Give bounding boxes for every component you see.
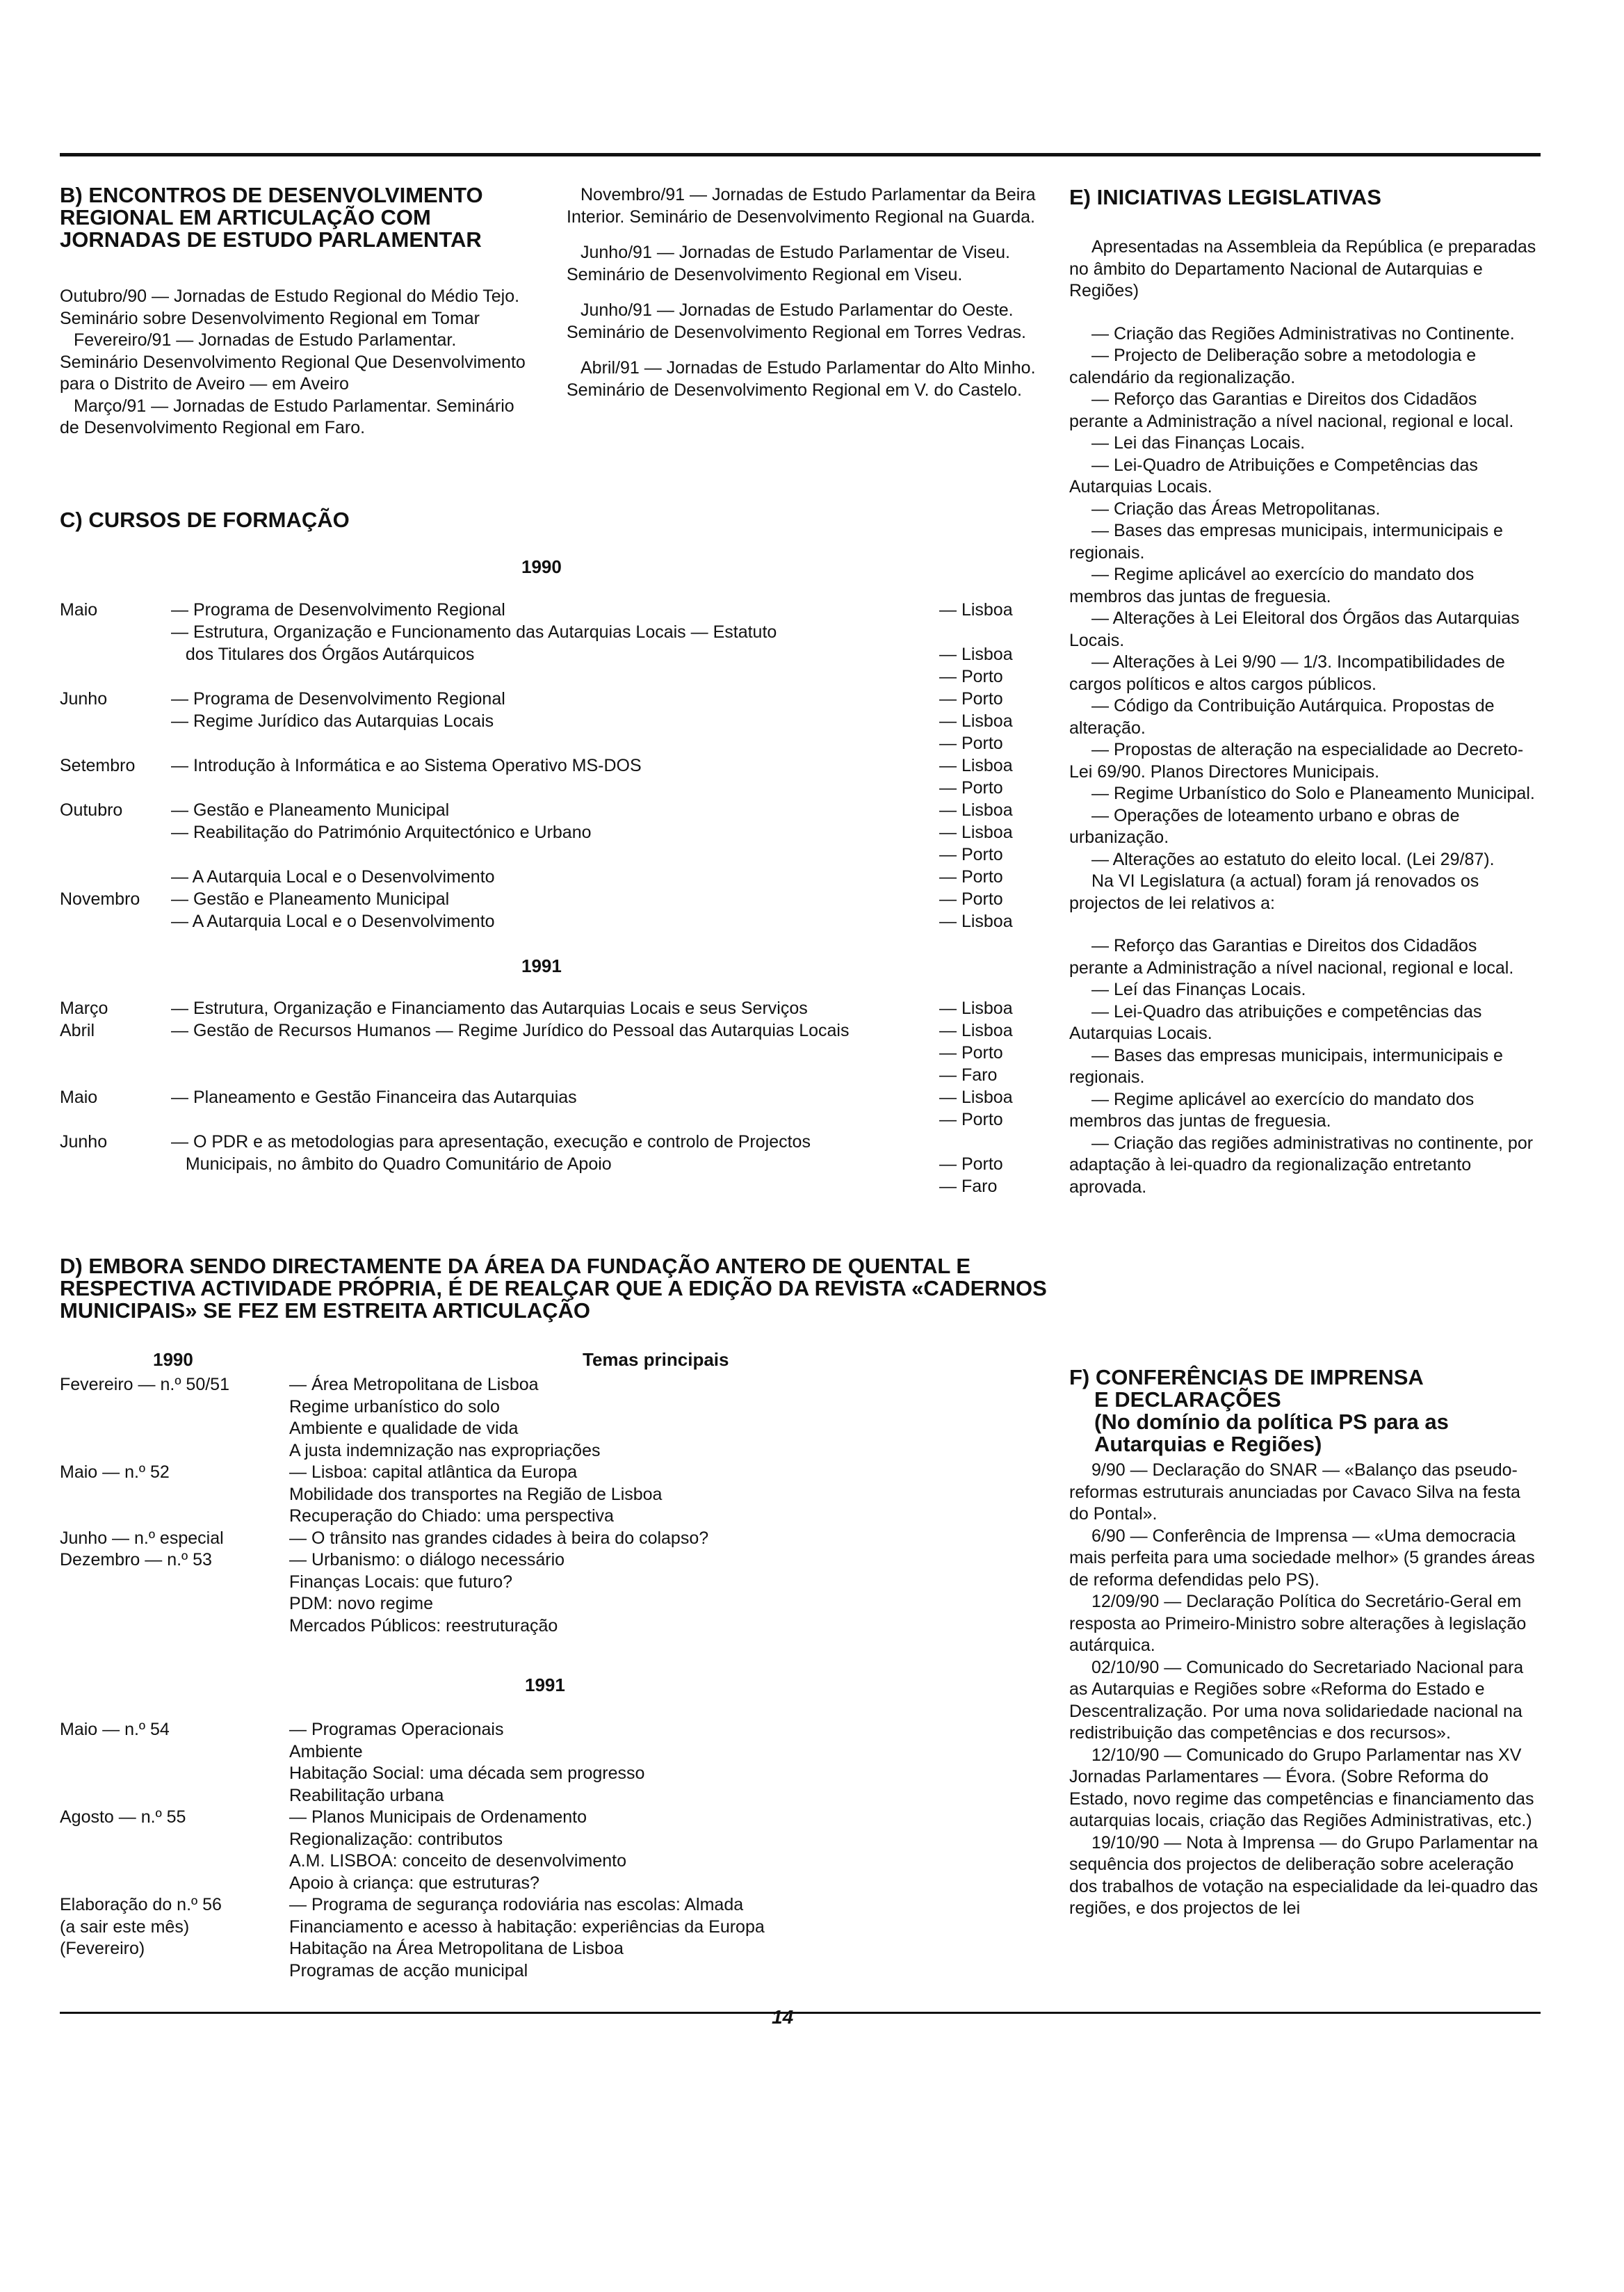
course-title: — Estrutura, Organização e Funcionamento das Autarquias Locais — Estatuto bbox=[171, 622, 777, 642]
course-row bbox=[60, 867, 1033, 889]
course-row bbox=[60, 622, 1033, 645]
course-row bbox=[60, 889, 1033, 912]
course-title: — Gestão e Planeamento Municipal bbox=[171, 800, 450, 820]
course-month: Setembro bbox=[60, 756, 136, 775]
list-item: — Bases das empresas municipais, intermunicipais e regionais. bbox=[1069, 1045, 1503, 1087]
course-title: — O PDR e as metodologias para apresentação, execução e controlo de Projectos bbox=[171, 1132, 811, 1152]
issue-themes: — Programa de segurança rodoviária nas escolas: Almada Financiamento e acesso à habitação: experiências da Europa Habitação na Área Metropolitana de Lisboa Programas de acção municipal bbox=[289, 1895, 765, 1980]
course-location: — Lisboa bbox=[939, 800, 1013, 820]
course-title: — A Autarquia Local e o Desenvolvimento bbox=[171, 912, 495, 931]
course-row bbox=[60, 845, 1033, 867]
course-row bbox=[60, 1177, 1033, 1199]
f-heading-line: E DECLARAÇÕES bbox=[1094, 1387, 1281, 1412]
issue-label: Agosto — n.º 55 bbox=[60, 1807, 186, 1827]
issue-themes: — Lisboa: capital atlântica da Europa Mobilidade dos transportes na Região de Lisboa Recuperação do Chiado: uma perspectiva bbox=[289, 1462, 663, 1526]
list-item: — Criação das regiões administrativas no continente, por adaptação à lei-quadro da regionalização entretanto aprovada. bbox=[1069, 1133, 1534, 1197]
list-item: — Alterações ao estatuto do eleito local. (Lei 29/87). bbox=[1091, 849, 1495, 869]
list-item: — Operações de loteamento urbano e obras de urbanização. bbox=[1069, 805, 1460, 847]
list-item: 12/10/90 — Comunicado do Grupo Parlamentar nas XV Jornadas Parlamentares — Évora. (Sobre Reforma do Estado, novo regime das competências e financiamento das autarquias locais, criação das Regiões Administrativas, etc.) bbox=[1069, 1745, 1534, 1830]
list-item: — Regime Urbanístico do Solo e Planeamento Municipal. bbox=[1091, 784, 1535, 803]
issue-themes: — Área Metropolitana de Lisboa Regime urbanístico do solo Ambiente e qualidade de vida A justa indemnização nas expropriações bbox=[289, 1375, 601, 1460]
course-row bbox=[60, 1088, 1033, 1110]
course-row bbox=[60, 645, 1033, 667]
section-e bbox=[1069, 186, 1541, 1198]
list-item: — Lei-Quadro de Atribuições e Competências das Autarquias Locais. bbox=[1069, 455, 1478, 497]
issue-themes: — Programas Operacionais Ambiente Habitação Social: uma década sem progresso Reabilitação urbana bbox=[289, 1720, 645, 1805]
list-item: — Propostas de alteração na especialidade ao Decreto-Lei 69/90. Planos Directores Municipais. bbox=[1069, 740, 1524, 782]
list-item: — Alterações à Lei Eleitoral dos Órgãos das Autarquias Locais. bbox=[1069, 608, 1520, 650]
list-item: — Lei das Finanças Locais. bbox=[1091, 433, 1306, 453]
course-month: Outubro bbox=[60, 800, 123, 820]
course-location: — Lisboa bbox=[939, 1088, 1013, 1107]
list-item: — Regime aplicável ao exercício do mandato dos membros das juntas de freguesia. bbox=[1069, 1089, 1475, 1131]
issue-themes: — O trânsito nas grandes cidades à beira do colapso? bbox=[289, 1528, 709, 1548]
course-location: — Porto bbox=[939, 689, 1003, 709]
course-title: — Programa de Desenvolvimento Regional bbox=[171, 600, 505, 620]
course-row bbox=[60, 1132, 1033, 1154]
course-location: — Porto bbox=[939, 778, 1003, 798]
section-f-heading bbox=[1069, 1366, 1541, 1455]
section-c-heading: C) CURSOS DE FORMAÇÃO bbox=[60, 508, 350, 532]
course-title: — Gestão de Recursos Humanos — Regime Jurídico do Pessoal das Autarquias Locais bbox=[171, 1021, 850, 1040]
course-title: — Planeamento e Gestão Financeira das Autarquias bbox=[171, 1088, 577, 1107]
list-item: — Leí das Finanças Locais. bbox=[1091, 980, 1306, 999]
issue-themes: — Urbanismo: o diálogo necessário Finanças Locais: que futuro? PDM: novo regime Mercados Públicos: reestruturação bbox=[289, 1550, 565, 1636]
c-year-1991: 1991 bbox=[521, 955, 562, 976]
course-location: — Lisboa bbox=[939, 756, 1013, 775]
e-list bbox=[1069, 323, 1541, 871]
issue-label: Junho — n.º especial bbox=[60, 1528, 224, 1548]
list-item: 02/10/90 — Comunicado do Secretariado Nacional para as Autarquias e Regiões sobre «Reforma do Estado e Descentralização. Por uma nova solidariedade nacional na redistribuição das competências e dos recursos». bbox=[1069, 1657, 1524, 1743]
course-month: Março bbox=[60, 999, 108, 1018]
d-year-1991: 1991 bbox=[525, 1674, 565, 1695]
course-month: Junho bbox=[60, 689, 108, 709]
e-mid: Na VI Legislatura (a actual) foram já renovados os projectos de lei relativos a: bbox=[1069, 871, 1479, 913]
list-item: — Criação das Áreas Metropolitanas. bbox=[1091, 499, 1381, 519]
b-paragraph: Junho/91 — Jornadas de Estudo Parlamentar de Viseu. Seminário de Desenvolvimento Regional em Viseu. bbox=[567, 243, 1010, 284]
course-row bbox=[60, 823, 1033, 845]
course-location: — Porto bbox=[939, 667, 1003, 686]
course-location: — Lisboa bbox=[939, 999, 1013, 1018]
course-location: — Lisboa bbox=[939, 645, 1013, 664]
course-location: — Porto bbox=[939, 1043, 1003, 1063]
b-paragraph: Outubro/90 — Jornadas de Estudo Regional do Médio Tejo. Seminário sobre Desenvolvimento Regional em Tomar bbox=[60, 286, 520, 328]
course-row bbox=[60, 1065, 1033, 1088]
section-d-heading: D) EMBORA SENDO DIRECTAMENTE DA ÁREA DA FUNDAÇÃO ANTERO DE QUENTAL E RESPECTIVA ACTIVIDADE PRÓPRIA, É DE REALÇAR QUE A EDIÇÃO DA REVISTA «CADERNOS MUNICIPAIS» SE FEZ EM ESTREITA ARTICULAÇÃO bbox=[60, 1254, 1047, 1323]
f-heading-line: F) CONFERÊNCIAS DE IMPRENSA bbox=[1069, 1365, 1424, 1389]
course-title: dos Titulares dos Órgãos Autárquicos bbox=[171, 645, 475, 664]
f-heading-line: Autarquias e Regiões) bbox=[1094, 1432, 1322, 1456]
list-item: — Reforço das Garantias e Direitos dos Cidadãos perante a Administração a nível nacional, regional e local. bbox=[1069, 936, 1514, 978]
course-title: — Gestão e Planeamento Municipal bbox=[171, 889, 450, 909]
f-list bbox=[1069, 1460, 1541, 1920]
course-row bbox=[60, 689, 1033, 711]
section-b-text bbox=[60, 286, 533, 439]
list-item: — Lei-Quadro das atribuições e competências das Autarquias Locais. bbox=[1069, 1001, 1482, 1043]
issue-label: Elaboração do n.º 56 (a sair este mês) (Fevereiro) bbox=[60, 1895, 222, 1958]
section-f bbox=[1069, 1366, 1541, 1920]
course-title: Municipais, no âmbito do Quadro Comunitário de Apoio bbox=[171, 1154, 612, 1174]
course-row bbox=[60, 1110, 1033, 1132]
course-title: — A Autarquia Local e o Desenvolvimento bbox=[171, 867, 495, 887]
course-location: — Porto bbox=[939, 845, 1003, 864]
e-intro: Apresentadas na Assembleia da República (e preparadas no âmbito do Departamento Nacional de Autarquias e Regiões) bbox=[1069, 237, 1536, 300]
list-item: 9/90 — Declaração do SNAR — «Balanço das pseudo-reformas estruturais anunciadas por Cavaco Silva na festa do Pontal». bbox=[1069, 1460, 1520, 1524]
course-month: Maio bbox=[60, 1088, 98, 1107]
issue-label: Maio — n.º 54 bbox=[60, 1720, 170, 1739]
list-item: — Bases das empresas municipais, intermunicipais e regionais. bbox=[1069, 521, 1503, 563]
course-title: — Regime Jurídico das Autarquias Locais bbox=[171, 711, 494, 731]
section-b-heading: B) ENCONTROS DE DESENVOLVIMENTO REGIONAL EM ARTICULAÇÃO COM JORNADAS DE ESTUDO PARLAMENTAR bbox=[60, 183, 483, 252]
course-location: — Porto bbox=[939, 1154, 1003, 1174]
b-paragraph: Junho/91 — Jornadas de Estudo Parlamentar do Oeste. Seminário de Desenvolvimento Regional em Torres Vedras. bbox=[567, 300, 1026, 342]
b-paragraph: Abril/91 — Jornadas de Estudo Parlamentar do Alto Minho. Seminário de Desenvolvimento Regional em V. do Castelo. bbox=[567, 358, 1036, 400]
course-row bbox=[60, 1043, 1033, 1065]
course-month: Novembro bbox=[60, 889, 140, 909]
course-location: — Lisboa bbox=[939, 600, 1013, 620]
course-month: Maio bbox=[60, 600, 98, 620]
course-location: — Lisboa bbox=[939, 711, 1013, 731]
b-paragraph: Novembro/91 — Jornadas de Estudo Parlamentar da Beira Interior. Seminário de Desenvolvimento Regional na Guarda. bbox=[567, 185, 1036, 227]
list-item: 19/10/90 — Nota à Imprensa — do Grupo Parlamentar na sequência dos projectos de deliberação sobre aceleração dos trabalhos de votação na especialidade da lei-quadro das regiões, e dos projectos de lei bbox=[1069, 1832, 1538, 1918]
top-rule bbox=[60, 153, 1541, 156]
course-row bbox=[60, 999, 1033, 1021]
course-title: — Programa de Desenvolvimento Regional bbox=[171, 689, 505, 709]
issue-label: Dezembro — n.º 53 bbox=[60, 1550, 212, 1569]
course-row bbox=[60, 711, 1033, 734]
bottom-rule bbox=[60, 2012, 1541, 2014]
issue-themes: — Planos Municipais de Ordenamento Regionalização: contributos A.M. LISBOA: conceito de desenvolvimento Apoio à criança: que estruturas? bbox=[289, 1807, 626, 1893]
course-location: — Porto bbox=[939, 889, 1003, 909]
list-item: — Projecto de Deliberação sobre a metodologia e calendário da regionalização. bbox=[1069, 346, 1477, 387]
section-b bbox=[60, 184, 533, 439]
course-row bbox=[60, 778, 1033, 800]
list-item: — Criação das Regiões Administrativas no Continente. bbox=[1091, 323, 1515, 344]
section-b-continued bbox=[567, 184, 1039, 401]
list-item: 12/09/90 — Declaração Política do Secretário-Geral em resposta ao Primeiro-Ministro sobre alterações à legislação autárquica. bbox=[1069, 1592, 1527, 1655]
course-location: — Lisboa bbox=[939, 823, 1013, 842]
course-row bbox=[60, 800, 1033, 823]
section-e-heading: E) INICIATIVAS LEGISLATIVAS bbox=[1069, 185, 1381, 209]
course-location: — Lisboa bbox=[939, 912, 1013, 931]
list-item: — Alterações à Lei 9/90 — 1/3. Incompatibilidades de cargos políticos e altos cargos públicos. bbox=[1069, 652, 1505, 694]
course-row bbox=[60, 1154, 1033, 1177]
course-location: — Faro bbox=[939, 1177, 998, 1196]
issue-label: Fevereiro — n.º 50/51 bbox=[60, 1375, 229, 1394]
course-title: — Estrutura, Organização e Financiamento das Autarquias Locais e seus Serviços bbox=[171, 999, 808, 1018]
c-year-1990: 1990 bbox=[521, 556, 562, 577]
list-item: 6/90 — Conferência de Imprensa — «Uma democracia mais perfeita para uma sociedade melhor» (5 grandes áreas de reforma defendidas pelo PS). bbox=[1069, 1526, 1535, 1590]
course-row bbox=[60, 912, 1033, 934]
course-location: — Lisboa bbox=[939, 1021, 1013, 1040]
course-row bbox=[60, 667, 1033, 689]
d-temas-heading: Temas principais bbox=[583, 1349, 729, 1370]
course-location: — Porto bbox=[939, 734, 1003, 753]
course-location: — Porto bbox=[939, 1110, 1003, 1129]
e-list-renewed bbox=[1069, 935, 1541, 1198]
list-item: — Código da Contribuição Autárquica. Propostas de alteração. bbox=[1069, 696, 1495, 738]
course-month: Junho bbox=[60, 1132, 108, 1152]
list-item: — Regime aplicável ao exercício do mandato dos membros das juntas de freguesia. bbox=[1069, 565, 1475, 606]
course-title: — Reabilitação do Património Arquitectónico e Urbano bbox=[171, 823, 592, 842]
b-paragraph: Fevereiro/91 — Jornadas de Estudo Parlamentar. Seminário Desenvolvimento Regional Que Desenvolvimento para o Distrito de Aveiro — em Aveiro bbox=[60, 330, 526, 394]
course-location: — Porto bbox=[939, 867, 1003, 887]
course-row bbox=[60, 600, 1033, 622]
f-heading-line: (No domínio da política PS para as bbox=[1094, 1410, 1449, 1434]
course-title: — Introdução à Informática e ao Sistema Operativo MS-DOS bbox=[171, 756, 642, 775]
course-row bbox=[60, 1021, 1033, 1043]
course-month: Abril bbox=[60, 1021, 95, 1040]
course-row bbox=[60, 734, 1033, 756]
list-item: — Reforço das Garantias e Direitos dos Cidadãos perante a Administração a nível nacional, regional e local. bbox=[1069, 389, 1514, 431]
course-location: — Faro bbox=[939, 1065, 998, 1085]
course-row bbox=[60, 756, 1033, 778]
issue-label: Maio — n.º 52 bbox=[60, 1462, 170, 1482]
page-number: 14 bbox=[772, 2006, 794, 2028]
d-year-1990: 1990 bbox=[153, 1349, 193, 1370]
b-paragraph: Março/91 — Jornadas de Estudo Parlamentar. Seminário de Desenvolvimento Regional em Faro. bbox=[60, 396, 514, 437]
